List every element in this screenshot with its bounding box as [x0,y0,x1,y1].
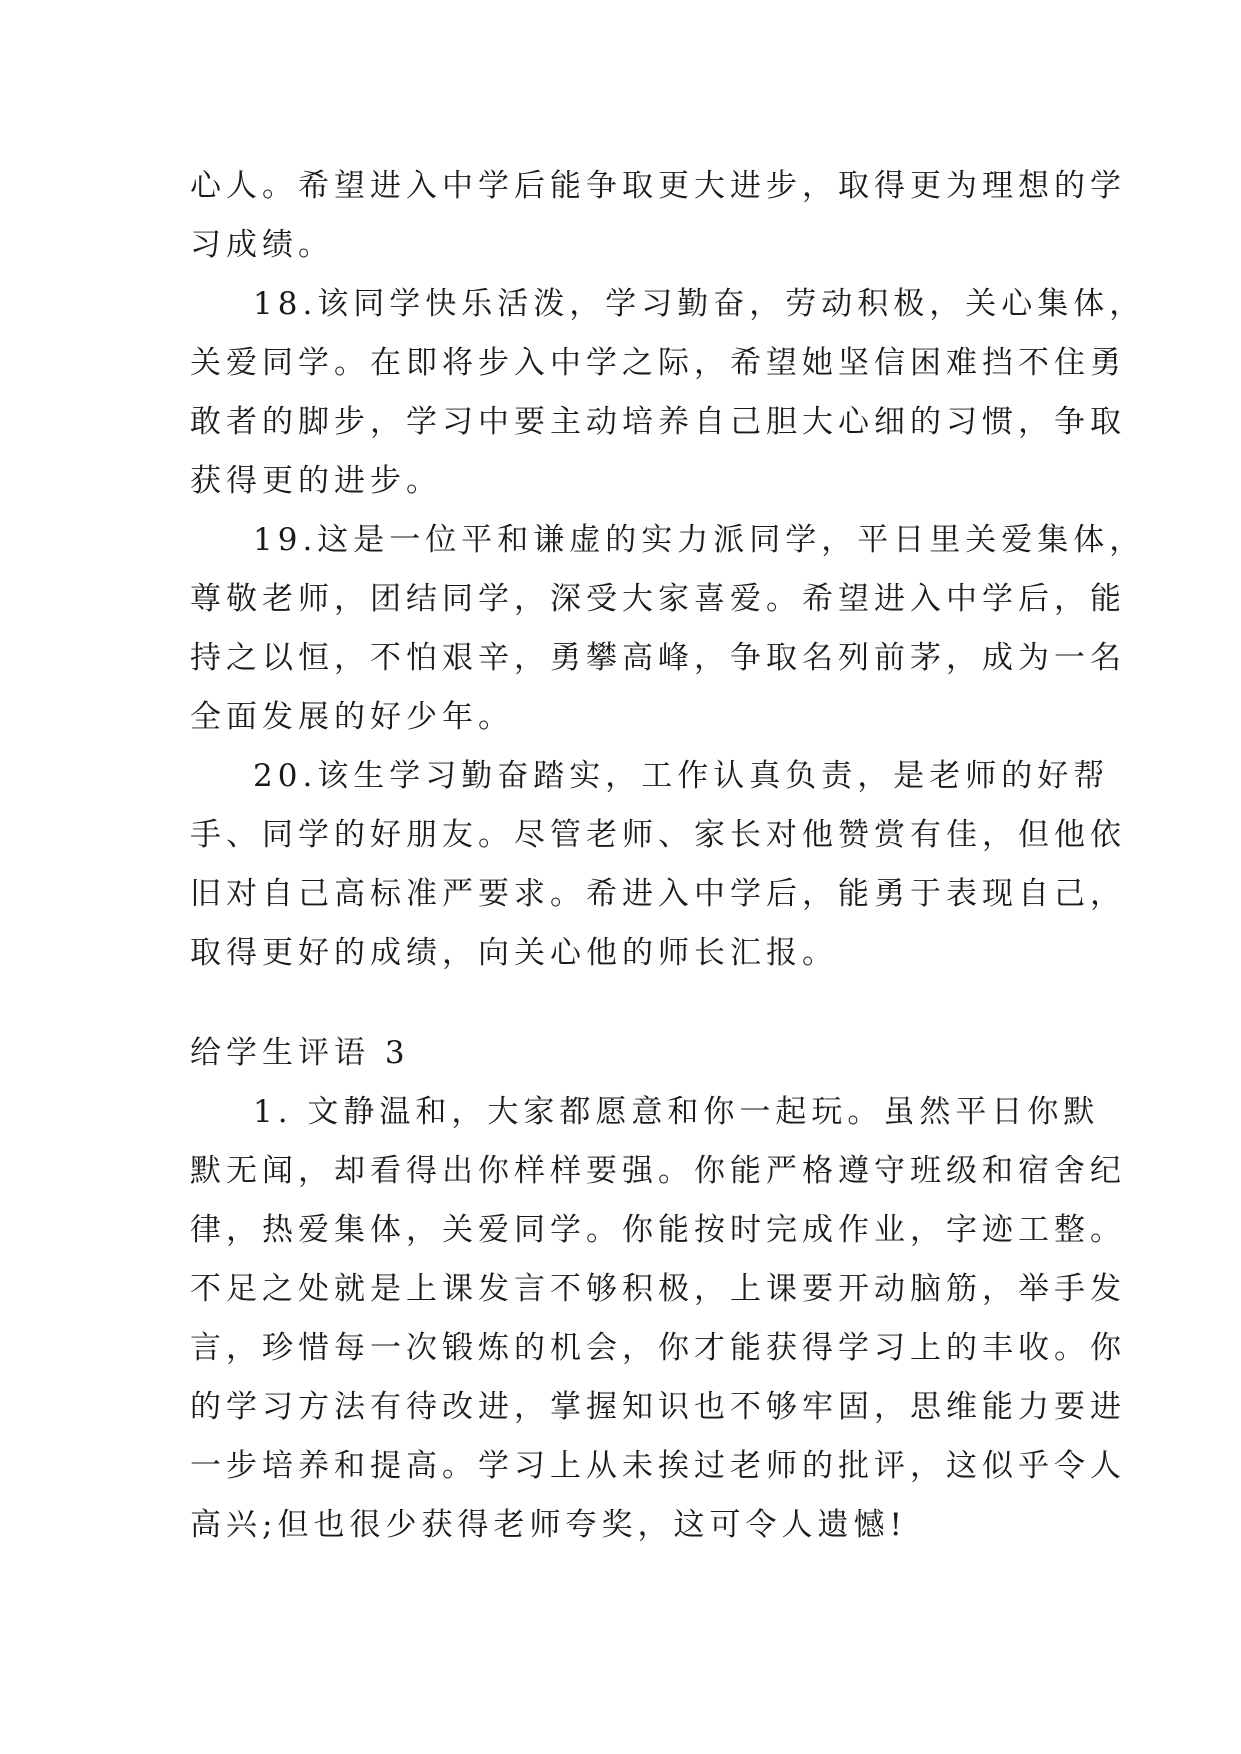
text-line: 敢者的脚步，学习中要主动培养自己胆大心细的习惯，争取 [190,404,1126,440]
section-spacer [190,983,1060,1024]
paragraph-19 [190,511,1146,747]
document-body [190,157,1146,1555]
text-line: 旧对自己高标准严要求。希进入中学后，能勇于表现自己， [190,876,1126,912]
text-line: 高兴;但也很少获得老师夸奖，这可令人遗憾! [190,1507,907,1543]
text-line: 20.该生学习勤奋踏实，工作认真负责，是老师的好帮 [253,758,1110,794]
paragraph-20 [190,747,1126,983]
text-line: 尊敬老师，团结同学，深受大家喜爱。希望进入中学后，能 [190,581,1126,617]
text-line: 心人。希望进入中学后能争取更大进步，取得更为理想的学 [190,168,1126,204]
text-line: 持之以恒，不怕艰辛，勇攀高峰，争取名列前茅，成为一名 [190,640,1126,676]
text-line: 手、同学的好朋友。尽管老师、家长对他赞赏有佳，但他依 [190,817,1126,853]
text-line: 关爱同学。在即将步入中学之际，希望她坚信困难挡不住勇 [190,345,1126,381]
text-line: 1. 文静温和，大家都愿意和你一起玩。虽然平日你默 [253,1094,1100,1130]
text-line: 律，热爱集体，关爱同学。你能按时完成作业，字迹工整。 [190,1212,1126,1248]
text-line: 18.该同学快乐活泼，学习勤奋，劳动积极，关心集体， [253,286,1146,322]
text-line: 不足之处就是上课发言不够积极，上课要开动脑筋，举手发 [190,1271,1126,1307]
text-line: 一步培养和提高。学习上从未挨过老师的批评，这似乎令人 [190,1448,1126,1484]
paragraph-17-continuation [190,157,1126,275]
section-heading: 给学生评语 3 [190,1035,410,1071]
section-paragraph-1 [190,1083,1126,1555]
text-line: 言，珍惜每一次锻炼的机会，你才能获得学习上的丰收。你 [190,1330,1126,1366]
text-line: 全面发展的好少年。 [190,699,514,735]
paragraph-18 [190,275,1146,511]
text-line: 19.这是一位平和谦虚的实力派同学，平日里关爱集体， [253,522,1146,558]
text-line: 取得更好的成绩，向关心他的师长汇报。 [190,935,838,971]
text-line: 获得更的进步。 [190,463,442,499]
text-line: 的学习方法有待改进，掌握知识也不够牢固，思维能力要进 [190,1389,1126,1425]
text-line: 默无闻，却看得出你样样要强。你能严格遵守班级和宿舍纪 [190,1153,1126,1189]
text-line: 习成绩。 [190,227,334,263]
